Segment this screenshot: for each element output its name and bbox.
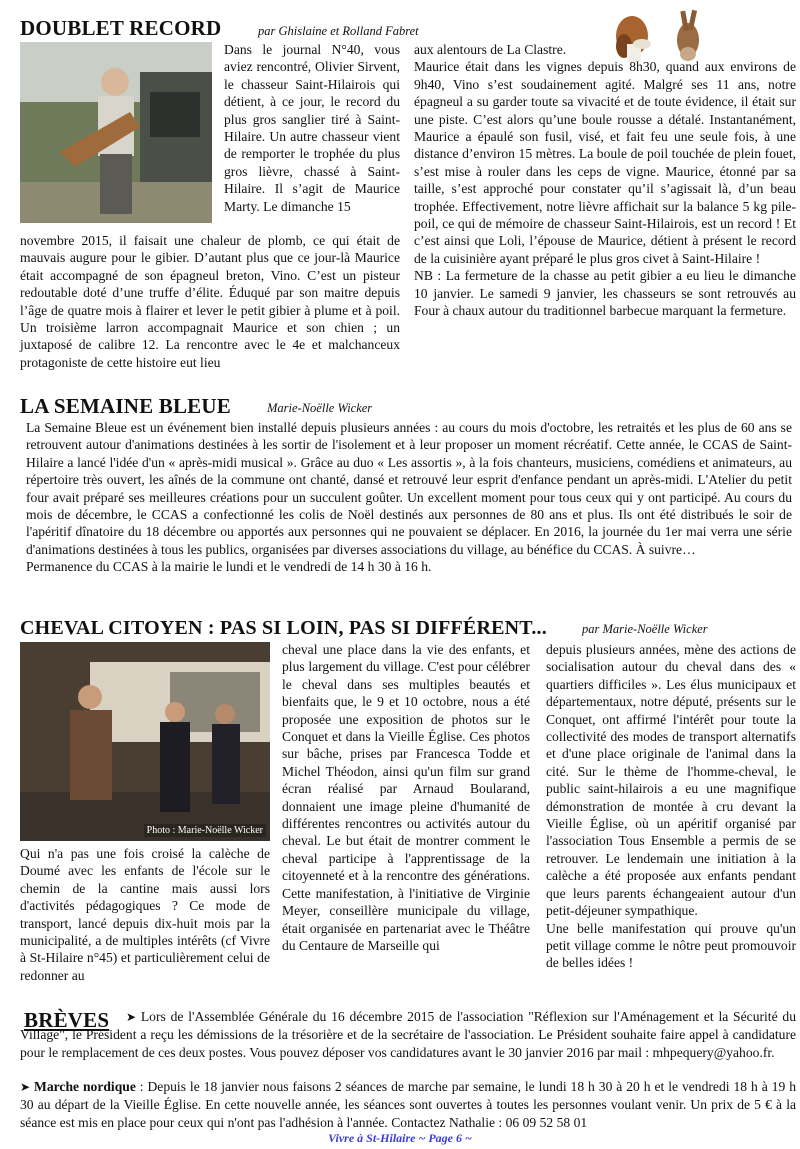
cheval-col3-end: Une belle manifestation qui prouve qu'un petit village comme le nôtre peut promouvoir de belles idées ! <box>546 920 796 971</box>
semaine-title: LA SEMAINE BLEUE <box>20 394 231 418</box>
cheval-title: CHEVAL CITOYEN : PAS SI LOIN, PAS SI DIFFÉRENT... <box>20 617 547 639</box>
cheval-col3-body: depuis plusieurs années, mène des actions de socialisation autour du cheval dans des « quartiers difficiles ». Les élus municipaux et départementaux, notre député, présents sur le Conquet, ont affirmé l'intérêt pour toute la collectivité des modes de transport alternatifs et d'une place originale de l'animal dans la cité. Sur le thème de l'homme-cheval, le public saint-hilairois a eu une magnifique démonstration de montée à cru devant la Vieille Église, où un apéritif organisé par l'association Tous Ensemble a permis de se retrouver. Le lendemain une initiation à la calèche a été proposée aux enfants pendant que leurs parents échangeaient autour d'un petit-déjeuner sympathique. <box>546 642 796 919</box>
breves-item-2-text: : Depuis le 18 janvier nous faisons 2 séances de marche par semaine, le lundi 18 h 30 à 20 h et le vendredi 18 h à 19 h 30 au départ de la Vieille Église. En cette nouvelle année, les séances sont ouvertes à toutes les personnes voulant venir. Un prix de 5 € à la séance est mis en place pour ceux qui n'ont pas l'adhésion à l'année. Contactez Nathalie : 06 09 52 58 01 <box>20 1079 796 1130</box>
breves-item-2 <box>20 1078 796 1131</box>
semaine-permanence: Permanence du CCAS à la mairie le lundi et le vendredi de 14 h 30 à 16 h. <box>26 559 432 575</box>
doublet-byline: par Ghislaine et Rolland Fabret <box>258 24 419 38</box>
doublet-col2-a: aux alentours de La Clastre. <box>414 42 567 57</box>
hunter-with-hare-photo <box>20 42 212 223</box>
semaine-text <box>26 419 792 576</box>
doublet-text-top: Dans le journal N°40, vous aviez rencontré, Olivier Sirvent, le chasseur Saint-Hilairois qui détient, à ce jour, le record du plus gros sanglier tiré à Saint-Hilaire. Un autre chasseur vient de remporter le trophée du plus gros lièvre, chassé à Saint-Hilaire. Il s’agit de Maurice Marty. Le dimanche 15 <box>224 42 400 214</box>
semaine-byline: Marie-Noëlle Wicker <box>267 401 373 415</box>
exhibition-photo-scene <box>20 642 270 841</box>
cheval-byline: par Marie-Noëlle Wicker <box>582 622 708 636</box>
breves-item-1-text: Lors de l'Assemblée Générale du 16 décembre 2015 de l'association "Réflexion sur l'Aménagement et la Sécurité du Village", le Président a reçu les démissions de la trésorière et de la secrétaire de l'association. Le Président souhaite faire appel à candidature pour le remplacement de ces deux postes. Vous pouvez déposer vos candidatures avant le 30 janvier 2016 par mail : mhpequery@yahoo.fr. <box>20 1009 796 1060</box>
semaine-body: La Semaine Bleue est un événement bien installé depuis plusieurs années : au cours du mois d'octobre, les retraités et les plus de 60 ans se retrouvent autour d'animations destinées à les sortir de l'isolement et à leur proposer un moment récréatif. Cette année, le CCAS de Saint-Hilaire a lancé l'idée d'un « après-midi musical ». Grâce au duo « Les assortis », à la fois chanteurs, musiciens, comédiens et animateurs, au répertoire très ouvert, les aînés de la commune ont chanté, dansé et retrouvé leur esprit d'enfance pendant un après-midi. L'Atelier du petit four avait préparé ses meilleures créations pour un succulent goûter. Un excellent moment pour tous ceux qui y ont participé. Au cours du mois de décembre, le CCAS a confectionné les colis de Noël destinés aux personnes de 80 ans et plus. Ils ont été distribués le soir de l'apéritif dînatoire du 18 décembre ou apportés aux personnes qui ne pouvaient se déplacer. En 2016, la journée du 1er mai verra une série d'animations destinées à tous les publics, organisées par diverses associations du village, au bénéfice du CCAS. À suivre… <box>26 420 792 557</box>
doublet-text-col1 <box>20 232 400 371</box>
cheval-text-col2: cheval une place dans la vie des enfants, et plus largement du village. C'est pour célébrer le cheval dans ses multiples beautés et bienfaits que, le 9 et 10 octobre, nous a été proposée une exposition de photos sur le Conquet et dans la Vieille Église. Ces photos sur bâche, prises par Francesca Todde et Michel Théodon, ainsi qu'un film sur grand écran réalisé par Arnaud Boularand, donnaient une image pleine d'humanité de différentes rencontres ou activités autour du cheval. Le but était de montrer comment le cheval participe à l'apprentissage de la citoyenneté et à la rencontre des générations. Cette manifestation, à l'initiative de Virginie Meyer, conseillère municipale du village, était organisée en partenariat avec le Théâtre du Centaure de Marseille qui <box>282 642 530 953</box>
page-footer: Vivre à St-Hilaire ~ Page 6 ~ <box>328 1131 472 1145</box>
arrow-right-icon: ➤ <box>20 1080 31 1094</box>
doublet-col2-nb: NB : La fermeture de la chasse au petit gibier a eu lieu le dimanche 10 janvier. Le samedi 9 janvier, les chasseurs se sont retrouvés au Four à chaux autour du traditionnel barbecue marquant la fermeture. <box>414 268 796 319</box>
breves-item-1 <box>20 1008 796 1061</box>
arrow-right-icon: ➤ <box>126 1010 137 1024</box>
cheval-text-col3 <box>546 641 796 972</box>
doublet-title: DOUBLET RECORD <box>20 16 222 40</box>
doublet-text-col1-body: novembre 2015, il faisait une chaleur de plomb, ce qui était de mauvais augure pour le gibier. D’autant plus que ce jour-là Maurice était accompagné de son épagneul breton, Vino. C’est un pisteur redoutable doté d’une truffe d’élite. Éduqué par son maitre depuis l’âge de quatre mois à flairer et lever le petit gibier à plume et à poil. Un troisième larron accompagnait Maurice et son chien ; un juxtaposé de calibre 12. La rencontre avec le 4e et malchanceux protagoniste de cette histoire eut lieu <box>20 233 400 370</box>
breves-title: BRÈVES <box>24 1008 110 1032</box>
doublet-col2-b: Maurice était dans les vignes depuis 8h30, quand aux environs de 9h40, Vino s’est soudainement agité. Malgré ses 11 ans, notre épagneul a su garder toute sa vivacité et de toute évidence, il était sur une piste. C’est alors qu’une boule rousse a détalé. Instantanément, Maurice a épaulé son fusil, visé, et fait feu une seule fois, à une distance d’environ 15 mètres. La boule de poil touchée de plein fouet, s’est mise à rouler dans les ceps de vigne. Maurice, étonné par sa taille, s’est approché pour constater qu’il s’agissait là, d’un beau trophée. Effectivement, notre lièvre affichait sur la balance 5 kg pile-poil, ce qui de mémoire de chasseur Saint-Hilairois, est un record ! Et c’est ainsi que Loli, l’épouse de Maurice, détient à présent le record de la cuisinière ayant préparé le plus gros civet à Saint-Hilaire ! <box>414 59 796 266</box>
cheval-text-col1: Qui n'a pas une fois croisé la calèche de Doumé avec les enfants de l'école sur le chemin de la cantine mais aussi lors d'activités pédagogiques ? Ce mode de transport, lancé depuis dix-huit mois par la municipalité, a de multiples intérêts (cf Vivre à St-Hilaire n°45) et particulièrement celui de redonner au <box>20 846 270 983</box>
doublet-text-col2 <box>414 41 796 320</box>
photo-caption: Photo : Marie-Noëlle Wicker <box>144 824 266 837</box>
breves-item-2-bold: Marche nordique <box>34 1079 136 1094</box>
exhibition-photo <box>20 642 270 841</box>
